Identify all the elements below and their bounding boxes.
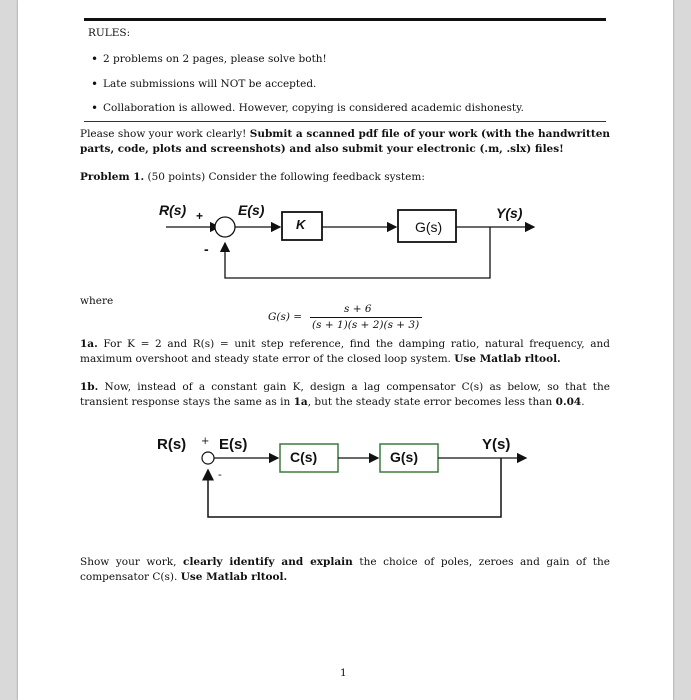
diagram1-output-label: Y(s): [496, 205, 523, 221]
part-1a-bold: Use Matlab rltool.: [454, 353, 561, 365]
diagram2-error-label: E(s): [219, 436, 248, 453]
problem-text: (50 points) Consider the following feedback system:: [147, 171, 425, 183]
diagram1-input-label: R(s): [159, 202, 187, 218]
diagram2-plant-label: G(s): [390, 449, 418, 465]
summing-junction-2: [202, 452, 214, 464]
where-text: where: [80, 295, 114, 307]
page: [18, 0, 673, 700]
rule-item: • 2 problems on 2 pages, please solve both!: [103, 53, 327, 65]
rule-item: • Late submissions will NOT be accepted.: [103, 78, 316, 90]
diagram2-plus: +: [201, 436, 210, 447]
closing-text2: the choice of poles, zeroes and gain of the compensator C(s).: [80, 556, 610, 583]
diagram1-plus: +: [196, 209, 204, 223]
block-diagram-2: [18, 0, 673, 700]
rule-item: • Collaboration is allowed. However, copying is considered academic dishonesty.: [103, 102, 524, 114]
diagram2-minus: -: [218, 468, 222, 481]
gs-denominator: (s + 1)(s + 2)(s + 3): [312, 319, 420, 331]
part-1b-ref: 1a: [293, 396, 308, 408]
closing-paragraph: [80, 555, 610, 585]
instructions-intro: Please show your work clearly!: [80, 128, 247, 140]
feedback-path-2: [208, 458, 501, 517]
part-1b-label: 1b.: [80, 381, 99, 393]
part-1b-value: 0.04: [555, 396, 582, 408]
part-1b-end: .: [581, 396, 585, 408]
part-1b-text: Now, instead of a constant gain K, design a lag compensator C(s) as below, so that the transient response stays the same as in: [80, 381, 610, 408]
closing-text: Show your work,: [80, 556, 177, 568]
diagram2-compensator-label: C(s): [290, 449, 318, 465]
diagram1-plant-label: G(s): [415, 219, 443, 235]
closing-bold2: Use Matlab rltool.: [180, 571, 288, 583]
diagram1-minus: -: [204, 241, 209, 257]
rules-heading: RULES:: [88, 27, 131, 39]
gs-lhs: G(s) =: [268, 311, 303, 323]
part-1b-text2: , but the steady state error becomes less than: [307, 396, 553, 408]
diagram2-output-label: Y(s): [482, 436, 511, 453]
problem-label: Problem 1.: [80, 171, 145, 183]
page-number: 1: [340, 667, 347, 679]
diagram1-gain-label: K: [296, 217, 306, 232]
diagram2-input-label: R(s): [157, 436, 187, 453]
closing-bold: clearly identify and explain: [183, 556, 353, 568]
instructions-bold: Submit a scanned pdf file of your work (with the handwritten parts, code, plots and screenshots) and also submit your electronic (.m, .slx) files!: [80, 128, 611, 155]
gs-numerator: s + 6: [344, 303, 372, 315]
part-1a-text: For K = 2 and R(s) = unit step reference, find the damping ratio, natural frequency, and maximum overshoot and steady state error of the closed loop system.: [80, 338, 610, 365]
diagram1-error-label: E(s): [238, 202, 265, 218]
part-1a-label: 1a.: [80, 338, 98, 350]
